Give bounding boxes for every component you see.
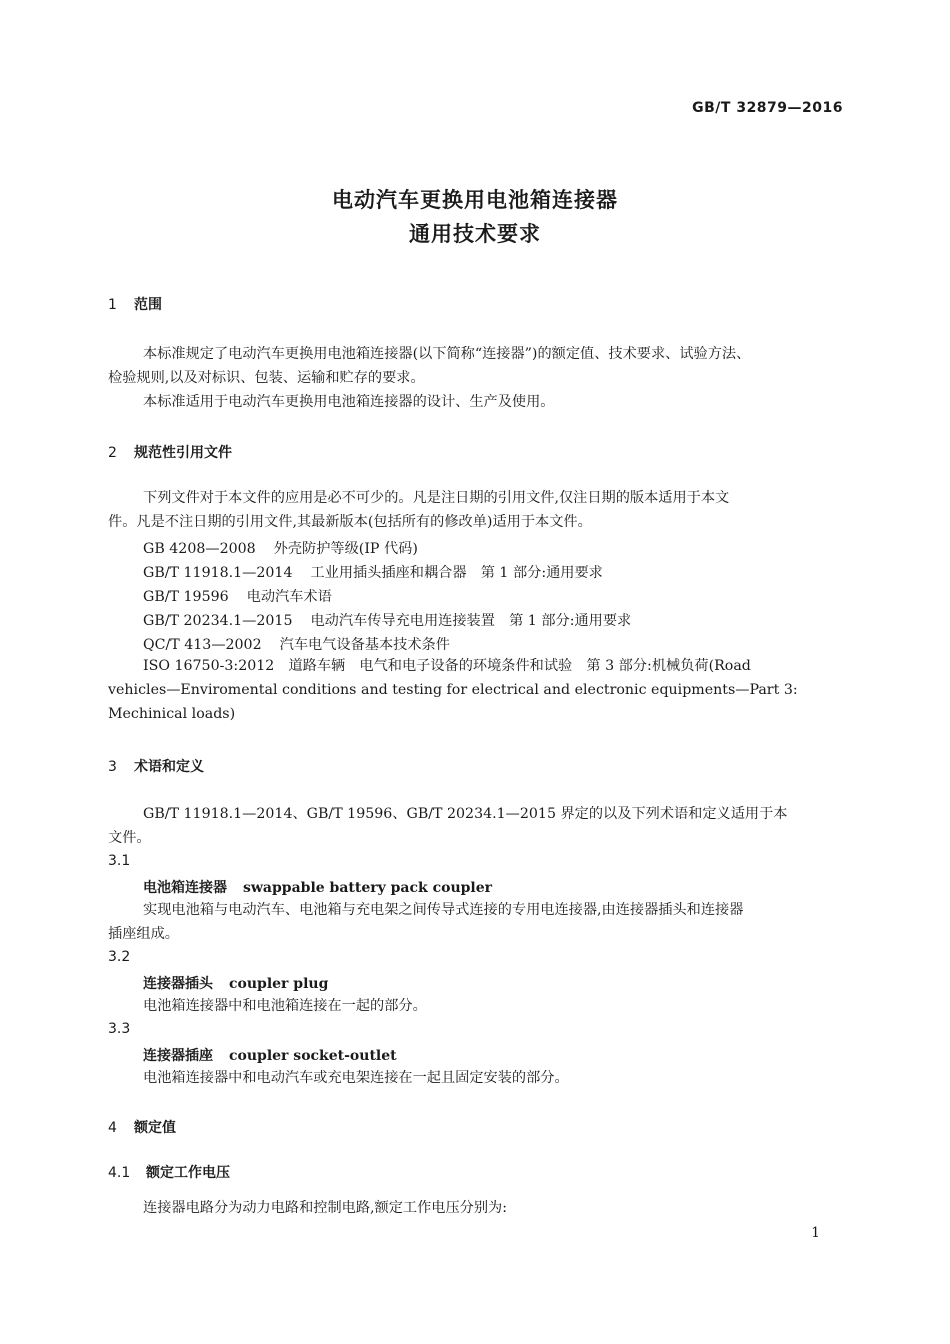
- section-2-paragraph: [108, 486, 842, 534]
- reference-title: 汽车电气设备基本技术条件: [279, 637, 450, 653]
- reference-item: [143, 538, 418, 558]
- iso-reference-line1: ISO 16750-3:2012 道路车辆 电气和电子设备的环境条件和试验 第 3 部分:机械负荷(Road: [143, 658, 751, 674]
- term-definition: [108, 898, 842, 946]
- word: vehicles—Enviromental: [108, 682, 278, 698]
- paragraph-line: 本标准适用于电动汽车更换用电池箱连接器的设计、生产及使用。: [143, 394, 555, 410]
- term-name-en: coupler socket-outlet: [229, 1048, 397, 1064]
- term-number: 3.1: [108, 853, 131, 869]
- section-4-paragraph: [108, 1196, 842, 1220]
- word: and: [543, 682, 571, 698]
- section-number: 1: [108, 297, 117, 313]
- term-definition: [108, 994, 842, 1018]
- section-1-heading: [108, 294, 162, 314]
- paragraph-line: 电池箱连接器中和电动汽车或充电架连接在一起且固定安装的部分。: [143, 1070, 569, 1086]
- section-number: 4: [108, 1120, 117, 1136]
- word: for: [446, 682, 468, 698]
- paragraph-line: 本标准规定了电动汽车更换用电池箱连接器(以下简称“连接器”)的额定值、技术要求、试验方法、: [143, 346, 751, 362]
- section-1-paragraph: [108, 342, 842, 414]
- reference-code: QC/T 413—2002: [143, 637, 262, 653]
- paragraph-line: 文件。: [108, 830, 151, 846]
- subsection-4-1-heading: [108, 1162, 230, 1182]
- term-name: [143, 877, 492, 897]
- document-title-line2: 通用技术要求: [409, 222, 541, 246]
- section-number: 2: [108, 445, 117, 461]
- term-name-zh: 连接器插座: [143, 1048, 213, 1064]
- section-3-paragraph: [108, 802, 842, 850]
- word: testing: [392, 682, 443, 698]
- paragraph-line: 电池箱连接器中和电池箱连接在一起的部分。: [143, 998, 427, 1014]
- section-2-heading: [108, 442, 232, 462]
- reference-code: GB/T 11918.1—2014: [143, 565, 293, 581]
- term-name-zh: 连接器插头: [143, 976, 213, 992]
- paragraph-line: 实现电池箱与电动汽车、电池箱与充电架之间传导式连接的专用电连接器,由连接器插头和连接器: [143, 902, 744, 918]
- paragraph-line: 件。凡是不注日期的引用文件,其最新版本(包括所有的修改单)适用于本文件。: [108, 514, 592, 530]
- reference-code: GB/T 20234.1—2015: [143, 613, 293, 629]
- word: and: [360, 682, 388, 698]
- section-title: 规范性引用文件: [134, 445, 232, 461]
- reference-title: 电动汽车传导充电用连接装置 第 1 部分:通用要求: [310, 613, 632, 629]
- word: electrical: [471, 682, 539, 698]
- reference-item: [143, 634, 450, 654]
- reference-item: [143, 562, 603, 582]
- section-4-heading: [108, 1117, 176, 1137]
- reference-item: [143, 610, 631, 630]
- term-number: 3.2: [108, 949, 131, 965]
- word: equipments—Part: [651, 682, 780, 698]
- section-title: 额定值: [134, 1120, 176, 1136]
- section-3-heading: [108, 756, 204, 776]
- page-number: 1: [811, 1225, 820, 1241]
- subsection-number: 4.1: [108, 1165, 131, 1181]
- term-number: 3.3: [108, 1021, 131, 1037]
- term-name-zh: 电池箱连接器: [143, 880, 227, 896]
- section-number: 3: [108, 759, 117, 775]
- term-name: [143, 973, 328, 993]
- paragraph-line: 下列文件对于本文件的应用是必不可少的。凡是注日期的引用文件,仅注日期的版本适用于本文: [143, 490, 730, 506]
- term-name: [143, 1045, 397, 1065]
- paragraph-line: 插座组成。: [108, 926, 179, 942]
- document-title-line1: 电动汽车更换用电池箱连接器: [332, 188, 618, 212]
- standard-code: GB/T 32879—2016: [692, 100, 843, 116]
- section-title: 范围: [134, 297, 162, 313]
- reference-code: GB 4208—2008: [143, 541, 256, 557]
- term-definition: [108, 1066, 842, 1090]
- term-name-en: coupler plug: [229, 976, 329, 992]
- paragraph-line: 检验规则,以及对标识、包装、运输和贮存的要求。: [108, 370, 425, 386]
- subsection-title: 额定工作电压: [146, 1165, 230, 1181]
- word: electronic: [574, 682, 647, 698]
- reference-item: [143, 586, 332, 606]
- reference-title: 外壳防护等级(IP 代码): [273, 541, 418, 557]
- term-name-en: swappable battery pack coupler: [243, 880, 493, 896]
- reference-code: GB/T 19596: [143, 589, 229, 605]
- iso-reference: [108, 654, 842, 726]
- iso-reference-line3: Mechinical loads): [108, 706, 236, 722]
- paragraph-line: 连接器电路分为动力电路和控制电路,额定工作电压分别为:: [143, 1200, 507, 1216]
- word: conditions: [282, 682, 357, 698]
- reference-title: 电动汽车术语: [246, 589, 332, 605]
- word: 3:: [783, 682, 798, 698]
- paragraph-line: GB/T 11918.1—2014、GB/T 19596、GB/T 20234.1—2015 界定的以及下列术语和定义适用于本: [143, 806, 788, 822]
- section-title: 术语和定义: [134, 759, 204, 775]
- reference-title: 工业用插头插座和耦合器 第 1 部分:通用要求: [310, 565, 603, 581]
- iso-reference-line2: [108, 678, 842, 702]
